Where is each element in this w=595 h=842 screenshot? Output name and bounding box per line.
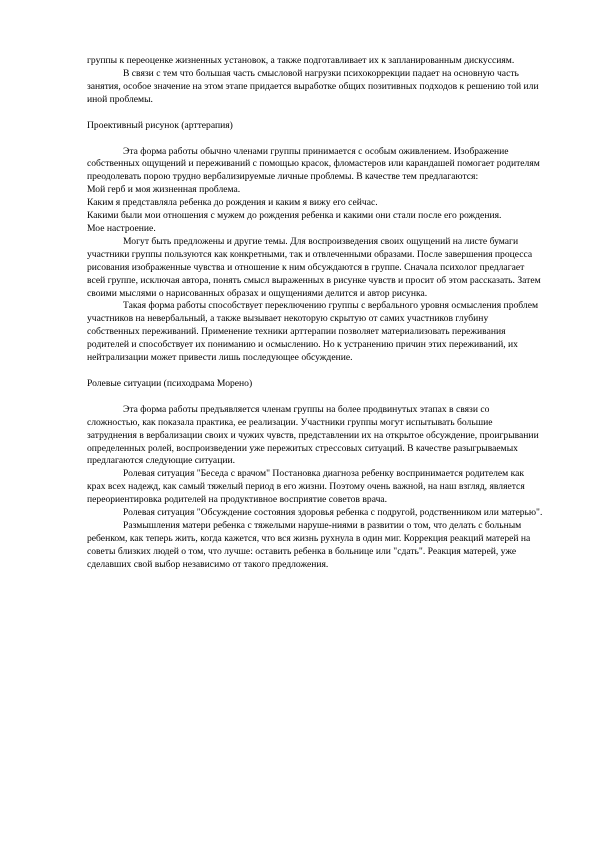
document-body <box>87 55 543 572</box>
paragraph-art-2: Могут быть предложены и другие темы. Для воспроизведения своих ощущений на листе бумаги участники группы пользуются как конкретными, так и отвлеченными образами. После завершения процесса рисования изображенные чувства и отношение к ним обсуждаются в группе. Сначала психолог предлагает всей группе, исключая автора, понять смысл выраженных в рисунке чувств и просит об этом рассказать. Затем своими мыслями о нарисованных образах и ощущениями делится и автор рисунка. <box>87 235 541 299</box>
paragraph-art-3: Такая форма работы способствует переключению группы с вербального уровня осмысления проблем участников на невербальный, а также вызывает некоторую скрытую от самих участников глубину собственных переживаний. Применение техники арттерапии позволяет материализовать переживания родителей и способствует их пониманию и осмыслению. Но к устранению причин этих переживаний, их нейтрализации может привести лишь последующее обсуждение. <box>87 300 539 364</box>
paragraph-role-1: Эта форма работы предъявляется членам группы на более продвинутых этапах в связи со сложностью, как показала практика, ее реализации. Участники группы могут испытывать большие затруднения в вербализации своих и чужих чувств, представлении их на открытое обсуждение, проигрывании определенных ролей, воспроизведении уже пережитых стрессовых ситуаций. В качестве разыгрываемых предлагаются следующие ситуации. <box>87 403 539 467</box>
paragraph-role-2: Ролевая ситуация "Беседа с врачом" Постановка диагноза ребенку воспринимается родителем как крах всех надежд, как самый тяжелый период в его жизни. Поэтому очень важной, на наш взгляд, является переориентировка родителей на продуктивное восприятие советов врача. <box>87 468 525 506</box>
topic-item: Каким я представляла ребенка до рождения и каким я вижу его сейчас. <box>87 197 378 209</box>
paragraph-role-4: Размышления матери ребенка с тяжелыми наруше-ниями в развитии о том, что делать с больным ребенком, как теперь жить, когда кажется, что вся жизнь рухнула в один миг. Коррекция реакций матерей на советы близких людей о том, что лучше: оставить ребенка в больнице или "сдать". Реакция матерей, уже сделавших свой выбор независимо от такого предложения. <box>87 520 531 570</box>
paragraph-art-1: Эта форма работы обычно членами группы принимается с особым оживлением. Изображение собственных ощущений и переживаний с помощью красок, фломастеров или карандашей помогает родителям преодолевать порою трудно вербализируемые личные проблемы. В качестве тем предлагаются: <box>87 145 540 183</box>
heading-role-situations: Ролевые ситуации (психодрама Морено) <box>87 377 253 389</box>
paragraph-role-3: Ролевая ситуация "Обсуждение состояния здоровья ребенка с подругой, родственником или матерью". <box>123 507 543 519</box>
paragraph-intro-tail: группы к переоценке жизненных установок, а также подготавливает их к запланированным дискуссиям. <box>87 55 515 66</box>
topic-item: Какими были мои отношения с мужем до рождения ребенка и какими они стали после его рождения. <box>87 210 502 222</box>
paragraph-intro-2: В связи с тем что большая часть смысловой нагрузки психокоррекции падает на основную часть занятия, особое значение на этом этапе придается выработке общих позитивных подходов к решению той или иной проблемы. <box>87 67 539 105</box>
topic-item: Мое настроение. <box>87 222 156 234</box>
heading-art-therapy: Проективный рисунок (арттерапия) <box>87 119 233 131</box>
topic-item: Мой герб и моя жизненная проблема. <box>87 184 241 196</box>
